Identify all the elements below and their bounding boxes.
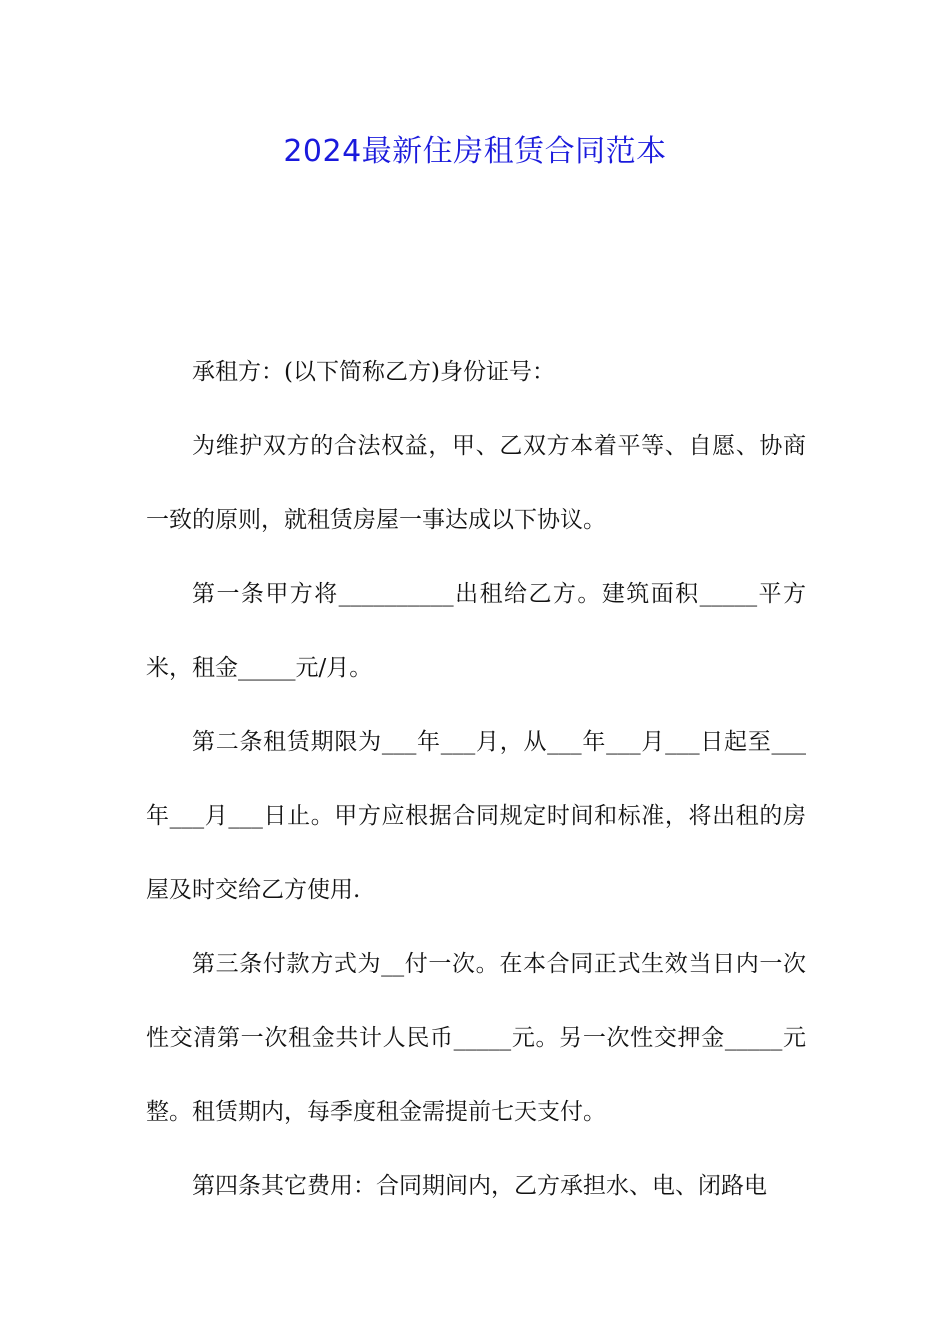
paragraph-article-1: 第一条甲方将__________出租给乙方。建筑面积_____平方米，租金_____元/月。	[146, 581, 806, 681]
paragraph-lessee: 承租方：(以下简称乙方)身份证号：	[192, 359, 555, 385]
paragraph-article-3: 第三条付款方式为__付一次。在本合同正式生效当日内一次性交清第一次租金共计人民币_____元。另一次性交押金_____元整。租赁期内，每季度租金需提前七天支付。	[146, 951, 806, 1125]
document-body	[146, 335, 806, 1223]
document-title: 2024最新住房租赁合同范本	[283, 134, 667, 169]
paragraph-preamble: 为维护双方的合法权益，甲、乙双方本着平等、自愿、协商一致的原则，就租赁房屋一事达成以下协议。	[146, 433, 806, 533]
paragraph-article-2: 第二条租赁期限为___年___月，从___年___月___日起至___年___月___日止。甲方应根据合同规定时间和标准，将出租的房屋及时交给乙方使用.	[146, 729, 806, 903]
paragraph-article-4: 第四条其它费用：合同期间内，乙方承担水、电、闭路电	[192, 1173, 767, 1199]
